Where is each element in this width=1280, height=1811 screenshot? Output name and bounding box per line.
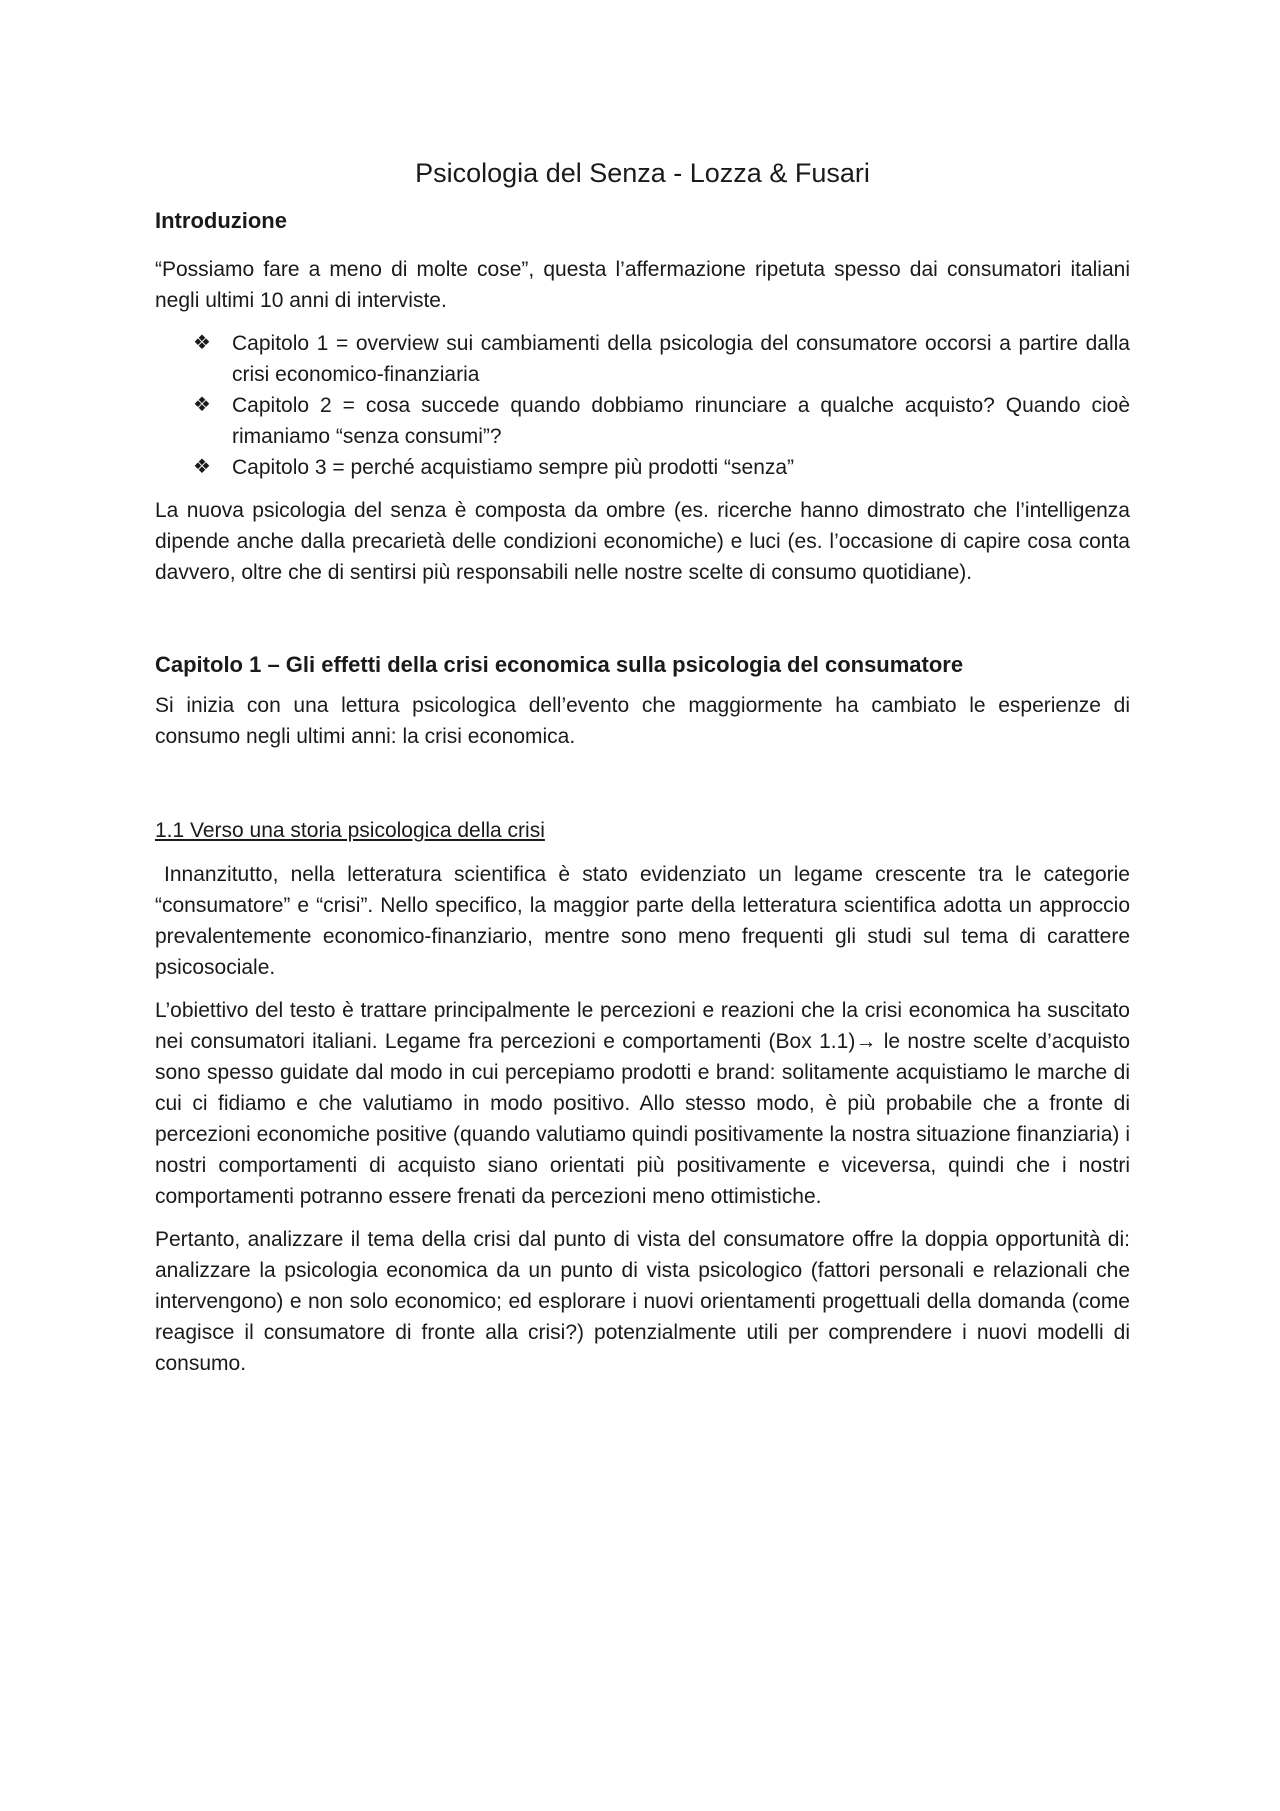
diamond-bullet-icon: ❖ (193, 332, 211, 354)
chapter-overview-list (155, 328, 1130, 483)
section-1-1-paragraph-1: Innanzitutto, nella letteratura scientifica è stato evidenziato un legame crescente tra le categorie “consumatore” e “crisi”. Nello specifico, la maggior parte della letteratura scientifica adotta un approccio prevalentemente economico-finanziario, mentre sono meno frequenti gli studi sul tema di carattere psicosociale. (155, 863, 1130, 979)
list-item-text: Capitolo 2 = cosa succede quando dobbiamo rinunciare a qualche acquisto? Quando cioè rimaniamo “senza consumi”? (232, 394, 1130, 448)
list-item-text: Capitolo 1 = overview sui cambiamenti della psicologia del consumatore occorsi a partire dalla crisi economico-finanziaria (232, 332, 1130, 386)
diamond-bullet-icon: ❖ (193, 394, 211, 416)
section-1-1-heading: 1.1 Verso una storia psicologica della crisi (155, 819, 545, 842)
arrow-right-icon: → (855, 1030, 877, 1053)
list-item-text: Capitolo 3 = perché acquistiamo sempre più prodotti “senza” (232, 456, 795, 479)
list-item (155, 328, 1130, 390)
paragraph-text: L’obiettivo del testo è trattare principalmente le percezioni e reazioni che la crisi economica ha suscitato nei consumatori italiani. Legame fra percezioni e comportamenti (Box 1.1) (155, 999, 1130, 1053)
section-1-1-paragraph-3: Pertanto, analizzare il tema della crisi dal punto di vista del consumatore offre la doppia opportunità di: analizzare la psicologia economica da un punto di vista psicologico (fattori personali e relazionali che intervengono) e non solo economico; ed esplorare i nuovi orientamenti progettuali della domanda (come reagisce il consumatore di fronte alla crisi?) potenzialmente utili per comprendere i nuovi modelli di consumo. (155, 1228, 1130, 1375)
section-1-1-paragraph-2 (155, 995, 1130, 1212)
document-title: Psicologia del Senza - Lozza & Fusari (415, 158, 870, 188)
chapter-1-heading: Capitolo 1 – Gli effetti della crisi economica sulla psicologia del consumatore (155, 652, 964, 677)
intro-conclusion-paragraph: La nuova psicologia del senza è composta da ombre (es. ricerche hanno dimostrato che l’intelligenza dipende anche dalla precarietà delle condizioni economiche) e luci (es. l’occasione di capire cosa conta davvero, oltre che di sentirsi più responsabili nelle nostre scelte di consumo quotidiane). (155, 499, 1130, 584)
diamond-bullet-icon: ❖ (193, 456, 211, 478)
chapter-1-paragraph: Si inizia con una lettura psicologica dell’evento che maggiormente ha cambiato le esperienze di consumo negli ultimi anni: la crisi economica. (155, 694, 1130, 748)
document-page (155, 155, 1130, 1391)
list-item (155, 390, 1130, 452)
intro-paragraph: “Possiamo fare a meno di molte cose”, questa l’affermazione ripetuta spesso dai consumatori italiani negli ultimi 10 anni di interviste. (155, 258, 1130, 312)
list-item (155, 452, 1130, 483)
intro-heading: Introduzione (155, 208, 287, 233)
paragraph-text: le nostre scelte d’acquisto sono spesso guidate dal modo in cui percepiamo prodotti e brand: solitamente acquistiamo le marche di cui ci fidiamo e che valutiamo in modo positivo. Allo stesso modo, è più probabile che a fronte di percezioni economiche positive (quando valutiamo quindi positivamente la nostra situazione finanziaria) i nostri comportamenti di acquisto siano orientati più positivamente e viceversa, quindi che i nostri comportamenti potranno essere frenati da percezioni meno ottimistiche. (155, 1030, 1130, 1208)
